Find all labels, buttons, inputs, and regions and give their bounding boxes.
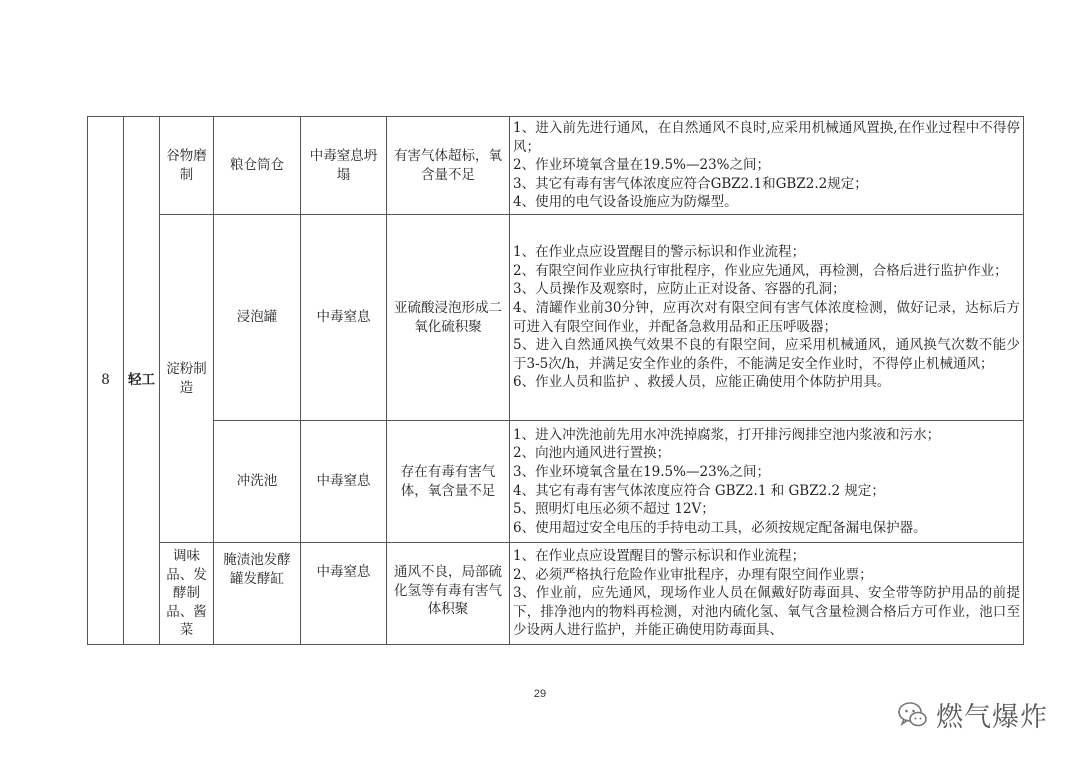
measure-line: 4、清罐作业前30分钟，应再次对有限空间有害气体浓度检测，做好记录，达标后方可进入有限空间作业，并配备急救用品和正压呼吸器； bbox=[513, 299, 1020, 335]
hazard-table bbox=[87, 116, 1024, 645]
place-cell: 粮仓筒仓 bbox=[214, 117, 301, 215]
cause-cell: 通风不良，局部硫化氢等有毒有害气体积聚 bbox=[387, 543, 510, 645]
sub-industry-cell: 调味品、发酵制品、酱菜 bbox=[160, 543, 214, 645]
place-cell: 腌渍池发酵罐发酵缸 bbox=[214, 543, 301, 645]
place-cell: 浸泡罐 bbox=[214, 215, 301, 421]
sub-industry-cell: 淀粉制造 bbox=[160, 215, 214, 543]
industry-cell: 轻工 bbox=[124, 117, 160, 645]
watermark bbox=[896, 695, 1048, 734]
measure-line: 3、其它有毒有害气体浓度应符合GBZ2.1和GBZ2.2规定； bbox=[513, 175, 868, 192]
measure-line: 3、作业前，应先通风，现场作业人员在佩戴好防毒面具、安全带等防护用品的前提下，排净池内的物料再检测，对池内硫化氢、氧气含量检测合格后方可作业，池口至少设两人进行监护，并能正确使用防毒面具、 bbox=[513, 585, 1020, 639]
measures-cell bbox=[510, 543, 1024, 645]
hazard-cell: 中毒窒息 bbox=[301, 215, 387, 421]
measure-line: 2、有限空间作业应执行审批程序，作业应先通风，再检测，合格后进行监护作业； bbox=[513, 262, 1008, 279]
measures-cell bbox=[510, 117, 1024, 215]
measure-line: 1、进入冲洗池前先用水冲洗掉腐浆，打开排污阀排空池内浆液和污水； bbox=[513, 426, 941, 443]
wechat-bubble-icon bbox=[896, 698, 930, 732]
measures-cell bbox=[510, 215, 1024, 421]
table-row bbox=[88, 117, 1024, 215]
measure-line: 2、向池内通风进行置换； bbox=[513, 445, 671, 462]
measure-line: 3、作业环境氧含量在19.5%—23%之间； bbox=[513, 463, 770, 480]
hazard-cell: 中毒窒息 bbox=[301, 421, 387, 543]
measure-line: 2、作业环境氧含量在19.5%—23%之间； bbox=[513, 157, 770, 174]
cause-cell: 有害气体超标，氧含量不足 bbox=[387, 117, 510, 215]
measure-line: 1、在作业点应设置醒目的警示标识和作业流程； bbox=[513, 244, 806, 261]
measure-line: 5、照明灯电压必须不超过 12V； bbox=[513, 501, 715, 518]
cause-cell: 亚硫酸浸泡形成二氧化硫积聚 bbox=[387, 215, 510, 421]
measure-line: 5、进入自然通风换气效果不良的有限空间，应采用机械通风，通风换气次数不能少于3-5次/h，并满足安全作业的条件，不能满足安全作业时，不得停止机械通风； bbox=[513, 337, 1020, 372]
table-row bbox=[88, 421, 1024, 543]
place-cell: 冲洗池 bbox=[214, 421, 301, 543]
measure-line: 4、其它有毒有害气体浓度应符合 GBZ2.1 和 GBZ2.2 规定； bbox=[513, 482, 885, 499]
page-number: 29 bbox=[533, 688, 547, 700]
measure-line: 6、使用超过安全电压的手持电动工具，必须按规定配备漏电保护器。 bbox=[513, 519, 927, 536]
hazard-cell: 中毒窒息 bbox=[301, 543, 387, 645]
row-number: 8 bbox=[88, 117, 124, 645]
measures-cell bbox=[510, 421, 1024, 543]
sub-industry-cell: 谷物磨制 bbox=[160, 117, 214, 215]
measure-line: 6、作业人员和监护 、救援人员，应能正确使用个体防护用具。 bbox=[513, 374, 891, 391]
measure-line: 1、在作业点应设置醒目的警示标识和作业流程； bbox=[513, 548, 806, 565]
watermark-text: 燃气爆炸 bbox=[936, 702, 1048, 733]
cause-cell: 存在有毒有害气体，氧含量不足 bbox=[387, 421, 510, 543]
measure-line: 4、使用的电气设备设施应为防爆型。 bbox=[513, 194, 738, 211]
table-row bbox=[88, 215, 1024, 421]
measure-line: 3、人员操作及观察时，应防止正对设备、容器的孔洞； bbox=[513, 281, 846, 298]
table-row bbox=[88, 543, 1024, 645]
measure-line: 2、必须严格执行危险作业审批程序，办理有限空间作业票； bbox=[513, 566, 873, 583]
hazard-cell: 中毒窒息坍塌 bbox=[301, 117, 387, 215]
measure-line: 1、进入前先进行通风，在自然通风不良时,应采用机械通风置换,在作业过程中不得停风； bbox=[513, 120, 1020, 155]
